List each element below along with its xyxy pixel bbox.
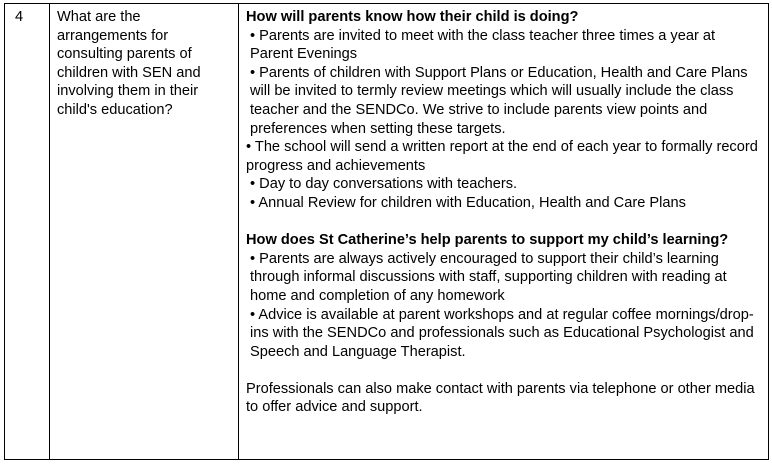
section-heading-progress: How will parents know how their child is doing? <box>246 9 579 25</box>
progress-item-conversations: • Day to day conversations with teachers. <box>250 176 518 193</box>
answer-content <box>239 4 768 417</box>
table-row <box>5 4 769 460</box>
question-text: What are the arrangements for consulting parents of children with SEN and involving them in their child's education? <box>57 9 201 118</box>
section-heading-support: How does St Catherine’s help parents to support my child’s learning? <box>246 232 729 249</box>
progress-item-written-report: • The school will send a written report at the end of each year to formally record progress and achievements <box>246 139 758 174</box>
support-item-encouraged: • Parents are always actively encouraged to support their child’s learning through informal discussions with staff, supporting children with reading at home and completion of any homework <box>250 250 727 304</box>
support-item-workshops: • Advice is available at parent workshops and at regular coffee mornings/drop-ins with the SENDCo and professionals such as Educational Psychologist and Speech and Language Therapist. <box>250 306 754 360</box>
progress-item-parent-evenings: • Parents are invited to meet with the class teacher three times a year at Parent Evenings <box>250 27 716 63</box>
question-cell <box>50 4 239 460</box>
answer-cell <box>239 4 769 460</box>
row-number: 4 <box>15 9 24 25</box>
progress-item-annual-review: • Annual Review for children with Education, Health and Care Plans <box>250 194 686 211</box>
progress-item-review-meetings: • Parents of children with Support Plans or Education, Health and Care Plans will be invited to termly review meetings which will usually include the class teacher and the SENDCo. We strive to include parents view points and preferences when setting these targets. <box>250 64 748 137</box>
row-number-cell <box>5 4 50 460</box>
closing-text: Professionals can also make contact with parents via telephone or other media to offer advice and support. <box>246 380 755 416</box>
paragraph-gap <box>246 361 762 380</box>
sen-information-table <box>4 3 769 460</box>
paragraph-gap <box>246 213 762 232</box>
